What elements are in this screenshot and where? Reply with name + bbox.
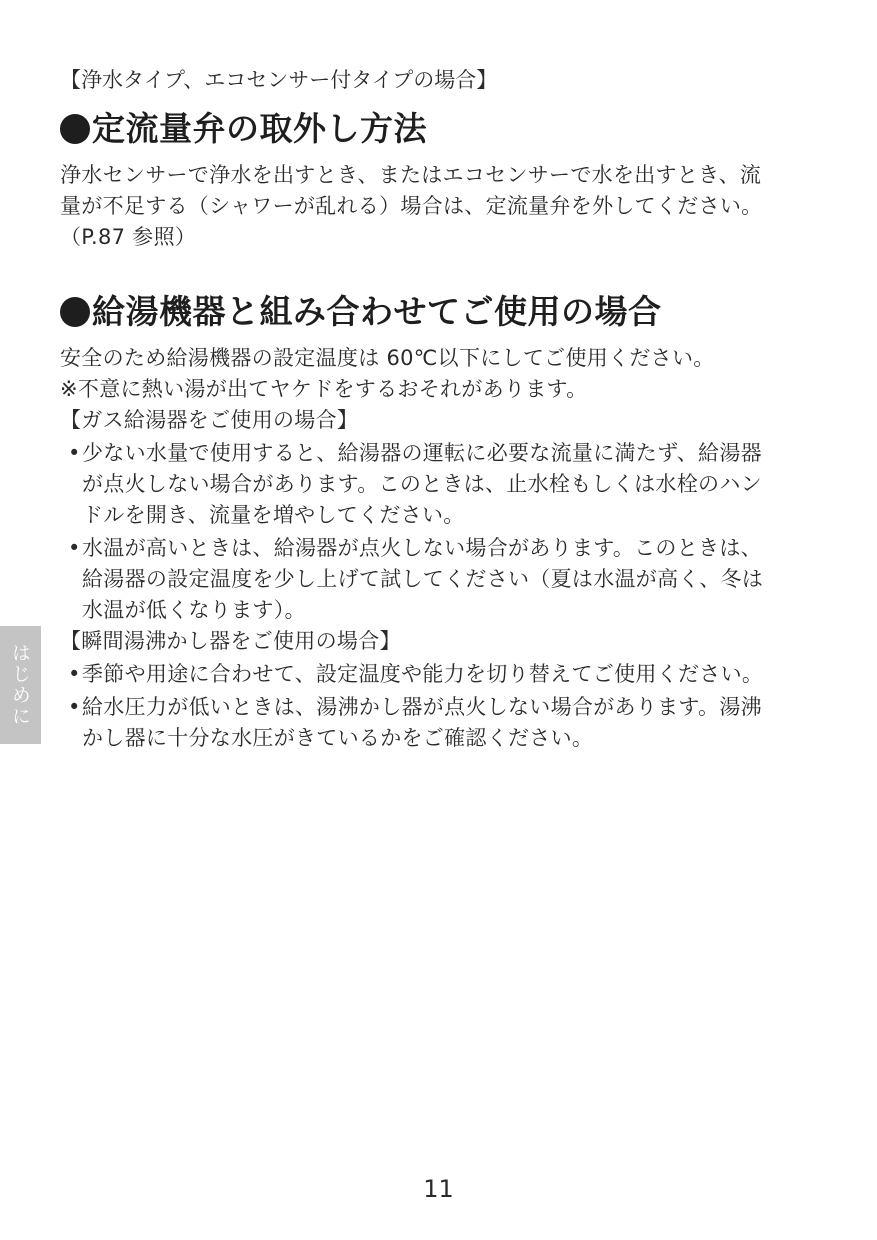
page-number: 11: [423, 1175, 454, 1203]
section-label-gas-water-heater: 【ガス給湯器をご使用の場合】: [60, 408, 359, 432]
bullet-mark: •: [68, 536, 81, 560]
burn-warning-line: ※不意に熱い湯が出てヤケドをするおそれがあります。: [60, 377, 588, 401]
list-item-line: 給水圧力が低いときは、湯沸かし器が点火しない場合があります。湯沸: [82, 695, 762, 719]
side-tab-introduction[interactable]: [0, 626, 41, 744]
list-item-line: 季節や用途に合わせて、設定温度や能力を切り替えてご使用ください。: [82, 662, 764, 686]
list-item: [60, 692, 820, 754]
list-item-line: 給湯器の設定温度を少し上げて試してください（夏は水温が高く、冬は: [82, 567, 764, 591]
list-item-line: 水温が低くなります）。: [82, 598, 306, 622]
bullet-mark: •: [68, 441, 81, 465]
paragraph-line: （P.87 参照）: [60, 225, 197, 249]
bullet-dot-icon: [60, 297, 90, 327]
list-item: [60, 659, 820, 690]
list-item-line: が点火しない場合があります。このときは、止水栓もしくは水栓のハン: [82, 472, 762, 496]
heading-flow-valve-removal-text: 定流量弁の取外し方法: [92, 109, 427, 148]
heading-flow-valve-removal: [60, 106, 820, 152]
list-item: [60, 533, 820, 626]
safety-note-line: 安全のため給湯機器の設定温度は 60℃以下にしてご使用ください。: [60, 346, 715, 370]
heading-water-heater-combination: [60, 289, 820, 335]
flow-valve-paragraph: [60, 160, 820, 253]
bullet-dot-icon: [60, 114, 90, 144]
bullet-mark: •: [68, 662, 81, 686]
paragraph-line: 浄水センサーで浄水を出すとき、またはエコセンサーで水を出すとき、流: [60, 163, 762, 187]
list-item-line: ドルを開き、流量を増やしてください。: [82, 503, 465, 527]
section-label-water-purifier-types: 【浄水タイプ、エコセンサー付タイプの場合】: [60, 68, 498, 92]
list-item-line: 水温が高いときは、給湯器が点火しない場合があります。このときは、: [82, 536, 762, 560]
section-label-instant-water-heater: 【瞬間湯沸かし器をご使用の場合】: [60, 629, 401, 653]
heading-water-heater-combination-text: 給湯機器と組み合わせてご使用の場合: [92, 292, 662, 331]
bullet-mark: •: [68, 695, 81, 719]
list-item-line: 少ない水量で使用すると、給湯器の運転に必要な流量に満たず、給湯器: [82, 441, 762, 465]
list-item-line: かし器に十分な水圧がきているかをご確認ください。: [82, 726, 594, 750]
side-tab-label: はじめに: [9, 643, 31, 727]
list-item: [60, 438, 820, 531]
paragraph-line: 量が不足する（シャワーが乱れる）場合は、定流量弁を外してください。: [60, 194, 763, 218]
page-content: [60, 64, 820, 754]
